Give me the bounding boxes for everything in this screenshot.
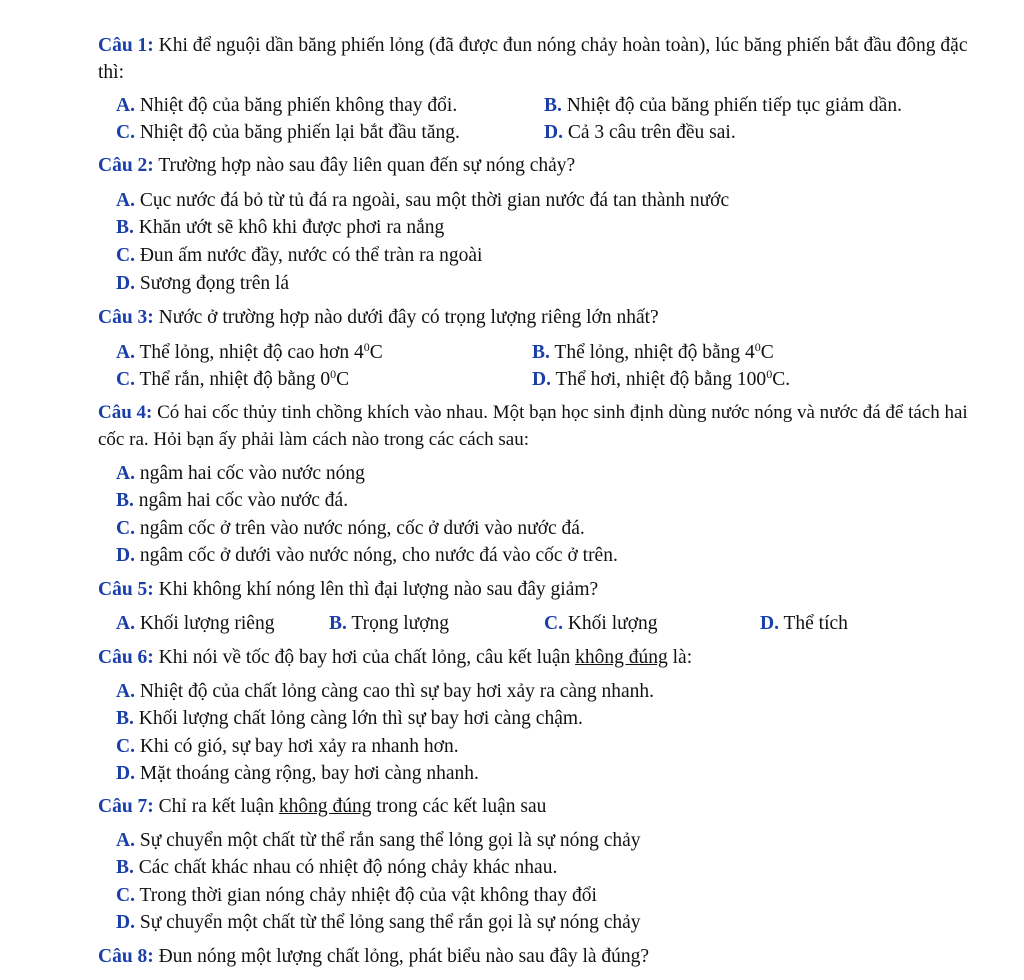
question-1 [98, 32, 988, 86]
question-label: Câu 5: [98, 579, 154, 600]
question-4 [98, 399, 978, 453]
question-text: Chỉ ra kết luận [153, 796, 279, 817]
question-2 [98, 152, 988, 179]
option-b[interactable]: B. Các chất khác nhau có nhiệt độ nóng chảy khác nhau. [116, 857, 558, 878]
option-d[interactable]: D. Sương đọng trên lá [116, 273, 290, 294]
emphasis-underline: không đúng [278, 796, 372, 817]
question-text: Khi để nguội dần băng phiến lỏng (đã được đun nóng chảy hoàn toàn), lúc băng phiến bắt đầu đông đặc thì: [98, 35, 968, 83]
question-3 [98, 304, 988, 331]
option-c[interactable]: C. Trong thời gian nóng chảy nhiệt độ của vật không thay đổi [116, 885, 597, 906]
option-d[interactable]: D. Sự chuyển một chất từ thể lỏng sang thể rắn gọi là sự nóng chảy [116, 912, 641, 933]
question-text: Nước ở trường hợp nào dưới đây có trọng lượng riêng lớn nhất? [153, 307, 659, 328]
option-a[interactable]: A. Nhiệt độ của chất lỏng càng cao thì sự bay hơi xảy ra càng nhanh. [116, 681, 655, 702]
question-6: Câu 6: Khi nói về tốc độ bay hơi của chất lỏng, câu kết luận không đúng là: [98, 647, 693, 668]
question-label: Câu 3: [98, 307, 154, 328]
option-b[interactable]: B. Thể lỏng, nhiệt độ bằng $4^0C$ [532, 340, 774, 363]
option-b[interactable]: B. Khối lượng chất lỏng càng lớn thì sự bay hơi càng chậm. [116, 708, 583, 729]
option-c[interactable]: C. Khối lượng [544, 613, 658, 634]
question-label: Câu 1: [98, 35, 154, 56]
option-d[interactable]: D. Cả 3 câu trên đều sai. [544, 122, 736, 143]
option-c[interactable]: C. ngâm cốc ở trên vào nước nóng, cốc ở dưới vào nước đá. [116, 518, 585, 539]
option-c[interactable]: C. Thể rắn, nhiệt độ bằng $0^0C$ [116, 367, 350, 390]
question-text: Khi không khí nóng lên thì đại lượng nào sau đây giảm? [153, 579, 599, 600]
option-b[interactable]: B. Khăn ướt sẽ khô khi được phơi ra nắng [116, 217, 445, 238]
option-d[interactable]: D. Thể hơi, nhiệt độ bằng $100^0C$. [532, 367, 791, 390]
option-d[interactable]: D. ngâm cốc ở dưới vào nước nóng, cho nước đá vào cốc ở trên. [116, 545, 618, 566]
option-a[interactable]: A. Nhiệt độ của băng phiến không thay đổi. [116, 95, 458, 116]
option-a[interactable]: A. Thể lỏng, nhiệt độ cao hơn $4^0C$ [116, 340, 383, 363]
question-label: Câu 7: [98, 796, 154, 817]
emphasis-underline: không đúng [575, 647, 668, 668]
question-8 [98, 943, 988, 970]
option-a[interactable]: A. Sự chuyển một chất từ thể rắn sang thể lỏng gọi là sự nóng chảy [116, 830, 641, 851]
question-7: Câu 7: Chỉ ra kết luận không đúng trong các kết luận sau [98, 796, 547, 817]
question-label: Câu 2: [98, 155, 154, 176]
question-label: Câu 8: [98, 946, 154, 967]
option-b[interactable]: B. ngâm hai cốc vào nước đá. [116, 490, 349, 511]
option-b[interactable]: B. Trọng lượng [329, 613, 450, 634]
option-c[interactable]: C. Đun ấm nước đầy, nước có thể tràn ra ngoài [116, 245, 483, 266]
option-a[interactable]: A. Cục nước đá bỏ từ tủ đá ra ngoài, sau một thời gian nước đá tan thành nước [116, 190, 730, 211]
question-text: Đun nóng một lượng chất lỏng, phát biểu nào sau đây là đúng? [153, 946, 650, 967]
option-c[interactable]: C. Nhiệt độ của băng phiến lại bắt đầu tăng. [116, 122, 460, 143]
option-d[interactable]: D. Thể tích [760, 613, 848, 634]
option-c[interactable]: C. Khi có gió, sự bay hơi xảy ra nhanh hơn. [116, 736, 459, 757]
question-5 [98, 576, 988, 603]
option-d[interactable]: D. Mặt thoáng càng rộng, bay hơi càng nhanh. [116, 763, 479, 784]
question-text: Khi nói về tốc độ bay hơi của chất lỏng, câu kết luận [153, 647, 576, 668]
option-a[interactable]: A. Khối lượng riêng [116, 613, 275, 634]
option-a[interactable]: A. ngâm hai cốc vào nước nóng [116, 463, 365, 484]
question-label: Câu 4: [98, 402, 153, 423]
question-text: Có hai cốc thủy tinh chồng khích vào nhau. Một bạn học sinh định dùng nước nóng và nước đá để tách hai cốc ra. Hỏi bạn ấy phải làm cách nào trong các cách sau: [98, 402, 968, 450]
question-text: Trường hợp nào sau đây liên quan đến sự nóng chảy? [153, 155, 576, 176]
question-label: Câu 6: [98, 647, 154, 668]
option-b[interactable]: B. Nhiệt độ của băng phiến tiếp tục giảm dần. [544, 95, 902, 116]
